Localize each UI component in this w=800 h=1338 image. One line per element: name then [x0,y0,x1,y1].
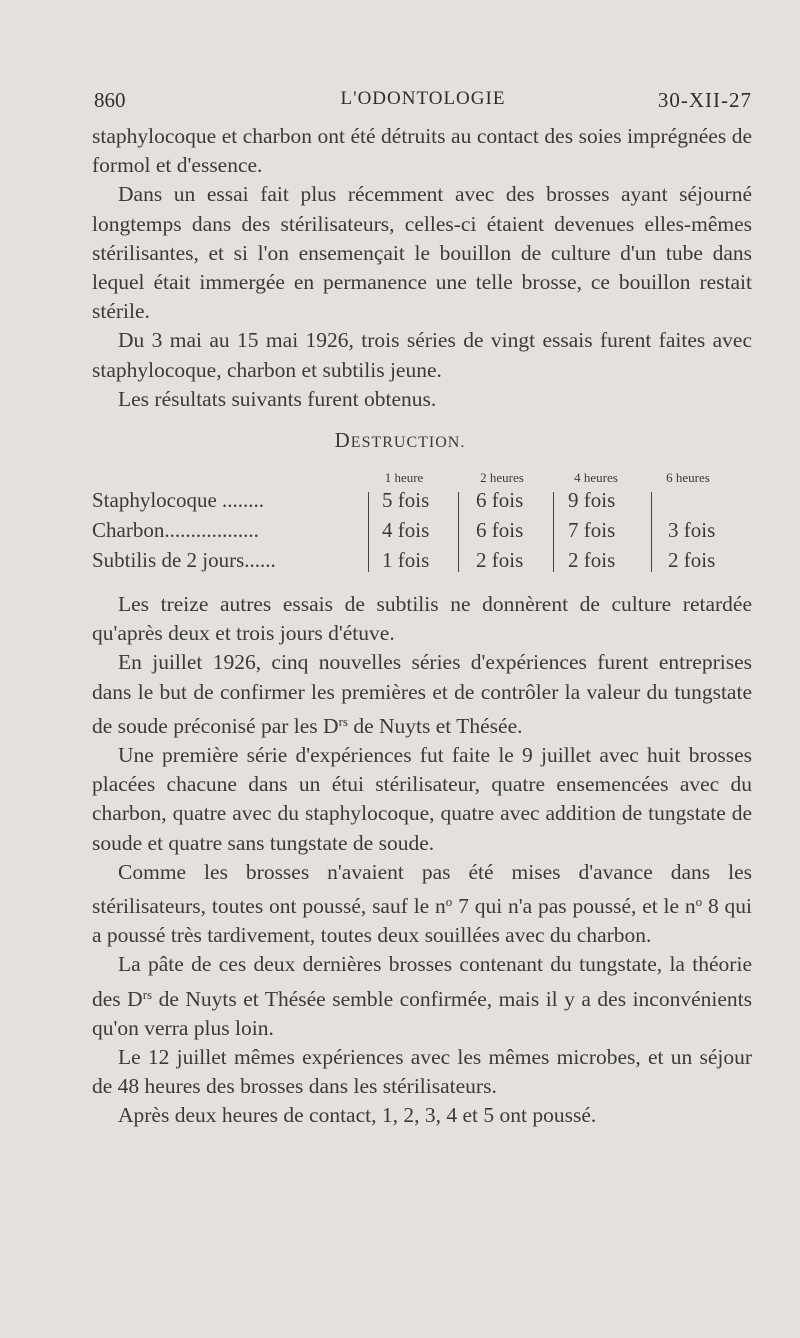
column-header: 6 heures [666,470,710,485]
paragraph: Dans un essai fait plus récemment avec des brosses ayant séjourné longtemps dans des stérilisateurs, celles-ci étaient devenues elles-mêmes stérilisantes, et si l'on ensemençait le bouillon de culture d'un tube dans lequel était immergée en permanence une telle brosse, ce bouillon restait stérile. [92,182,752,324]
journal-title: L'ODONTOLOGIE [340,88,506,109]
table-cell: 9 fois [568,488,616,512]
table-cell: 3 fois [668,518,716,542]
column-header: 2 heures [480,470,524,485]
column-rule [651,492,652,572]
column-header: 1 heure [384,470,424,485]
column-rule [553,492,554,572]
column-rule [458,492,459,572]
paragraph: Après deux heures de contact, 1, 2, 3, 4 et 5 ont poussé. [118,1103,597,1128]
paragraph: Comme les brosses n'avaient pas été mises d'avance dans les stérilisateurs, toutes ont poussé, sauf le $n^o$ 7 qui n'a pas poussé, et le $n^o$ 8 qui a poussé très tardivement, toutes deux souillées avec du charbon. [92,859,752,948]
paragraph: Les résultats suivants furent obtenus. [118,386,437,411]
paragraph: Les treize autres essais de subtilis ne donnèrent de culture retardée qu'après deux et trois jours d'étuve. [92,592,752,646]
issue-date: 30-XII-27 [657,88,752,112]
table-cell: 1 fois [382,548,430,572]
text-block-2 [92,590,752,1131]
table-cell: 2 fois [476,548,524,572]
column-rule [368,492,369,572]
table-cell: 6 fois [476,518,524,542]
page-number: 860 [94,88,126,112]
table-cell: 6 fois [476,488,524,512]
table-cell: 2 fois [568,548,616,572]
row-label-charbon: Charbon.................. [92,518,259,542]
paragraph: Du 3 mai au 15 mai 1926, trois séries de vingt essais furent faites avec staphylocoque, charbon et subtilis jeune. [92,328,752,382]
row-label-subtilis: Subtilis de 2 jours...... [92,548,276,572]
table-cell: 2 fois [668,548,716,572]
table-cell: 4 fois [382,518,430,542]
paragraph: staphylocoque et charbon ont été détruits au contact des soies imprégnées de formol et d'essence. [92,124,752,178]
text-block-1 [92,122,752,414]
running-header [94,88,752,114]
paragraph: La pâte de ces deux dernières brosses contenant du tungstate, la théorie des $D^{rs}$ de Nuyts et Thésée semble confirmée, mais il y a des inconvénients qu'on verra plus loin. [92,952,752,1040]
paragraph: Le 12 juillet mêmes expériences avec les mêmes microbes, et un séjour de 48 heures des brosses dans les stérilisateurs. [92,1045,752,1099]
paragraph: En juillet 1926, cinq nouvelles séries d'expériences furent entreprises dans le but de confirmer les premières et de contrôler la valeur du tungstate de soude préconisé par les $D^{rs}$ de Nuyts et Thésée. [92,650,752,738]
table-title: DESTRUCTION. [334,428,466,452]
row-label-staphylocoque: Staphylocoque ........ [92,488,265,512]
table-cell: 5 fois [382,488,430,512]
table-cell: 7 fois [568,518,616,542]
column-header: 4 heures [574,470,618,485]
paragraph: Une première série d'expériences fut faite le 9 juillet avec huit brosses placées chacune dans un étui stérilisateur, quatre ensemencées avec du charbon, quatre avec du staphylocoque, quatre avec addition de tungstate de soude et quatre sans tungstate de soude. [92,743,752,855]
